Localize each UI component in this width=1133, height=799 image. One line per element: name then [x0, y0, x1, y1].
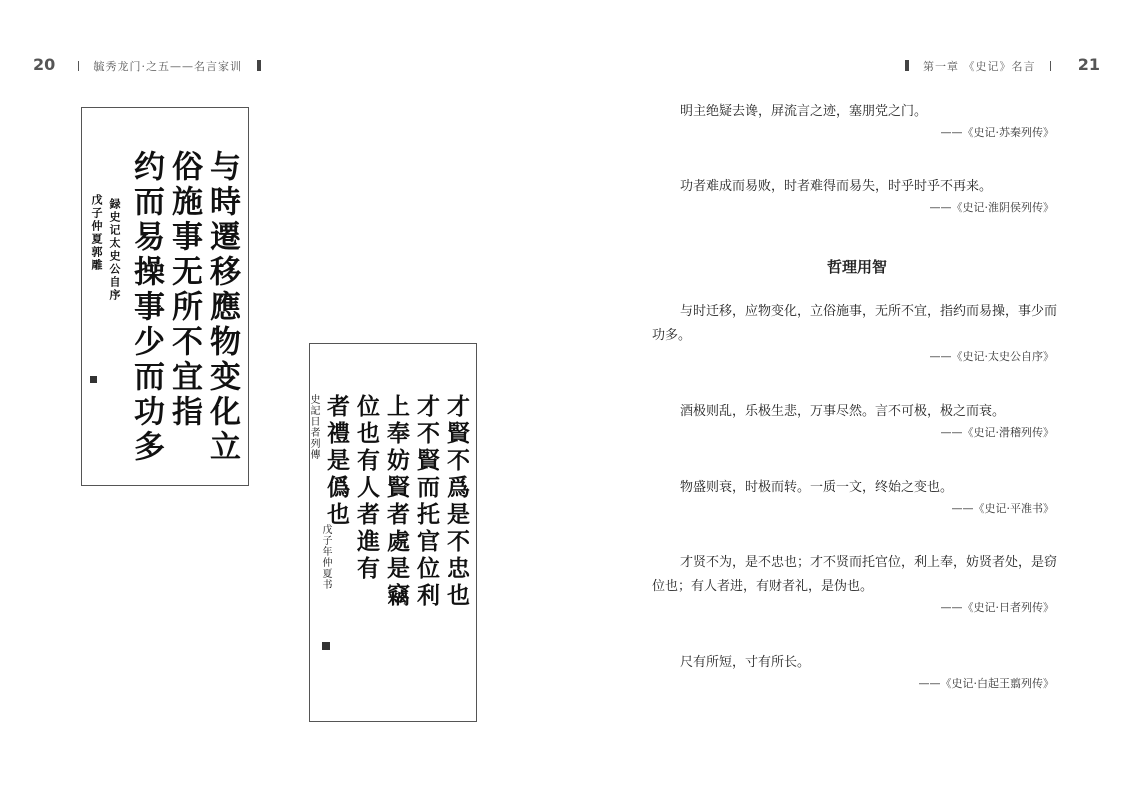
quote-source: ——《史记·平准书》 — [951, 502, 1054, 515]
quote-text: 功者难成而易败，时者难得而易失，时乎时乎不再来。 — [680, 179, 993, 194]
quote-text: 尺有所短，寸有所长。 — [680, 655, 811, 670]
quote-entry — [652, 300, 1062, 366]
calligraphy-column: 约而易操事少而功多 — [128, 150, 164, 465]
quote-source: ——《史记·滑稽列传》 — [940, 426, 1054, 439]
divider — [905, 60, 909, 71]
quote-source: ——《史记·苏秦列传》 — [940, 126, 1054, 139]
calligraphy-inscription: 戊子年仲夏书 — [320, 524, 331, 590]
quote-source: ——《史记·白起王翦列传》 — [918, 677, 1054, 690]
divider — [1050, 61, 1051, 71]
calligraphy-inscription: 戊子仲夏郭雕 — [90, 194, 103, 272]
quote-entry — [652, 175, 1062, 217]
calligraphy-column: 者禮是僞也 — [323, 394, 350, 529]
quote-entry — [652, 476, 1062, 518]
calligraphy-column: 俗施事无所不宜指 — [166, 150, 202, 430]
left-running-head — [78, 58, 261, 74]
calligraphy-frame-2 — [309, 343, 477, 722]
calligraphy-column: 才賢不爲是不忠也 — [443, 394, 470, 610]
quote-entry — [652, 100, 1062, 142]
left-page-number: 20 — [33, 55, 56, 74]
quote-text: 物盛则衰，时极而转。一质一文，终始之变也。 — [680, 480, 954, 495]
right-page-number: 21 — [1077, 55, 1100, 74]
quote-entry — [652, 651, 1062, 693]
quote-entry — [652, 551, 1062, 617]
left-running-head-text: 毓秀龙门·之五——名言家训 — [93, 60, 242, 73]
calligraphy-column: 位也有人者進有 — [353, 394, 380, 583]
quote-source: ——《史记·太史公自序》 — [929, 350, 1054, 363]
section-heading: 哲理用智 — [826, 258, 887, 276]
quote-text: 明主绝疑去谗，屏流言之迹，塞朋党之门。 — [680, 104, 928, 119]
calligraphy-column: 与時遷移應物变化立 — [204, 150, 240, 465]
calligraphy-column: 才不賢而托官位利 — [413, 394, 440, 610]
quote-source: ——《史记·淮阴侯列传》 — [929, 201, 1054, 214]
seal-stamp — [322, 642, 330, 650]
calligraphy-inscription: 史記日者列傳 — [308, 394, 319, 460]
calligraphy-inscription: 録史记太史公自序 — [108, 198, 121, 302]
quote-source: ——《史记·日者列传》 — [940, 601, 1054, 614]
seal-stamp — [90, 376, 97, 383]
quote-text: 与时迁移，应物变化，立俗施事，无所不宜，指约而易操，事少而功多。 — [652, 304, 1058, 343]
divider — [257, 60, 261, 71]
right-running-head — [905, 58, 1052, 74]
right-running-head-text: 第一章 《史记》名言 — [923, 60, 1036, 73]
quote-text: 酒极则乱，乐极生悲，万事尽然。言不可极，极之而衰。 — [680, 404, 1006, 419]
calligraphy-frame-1 — [81, 107, 249, 486]
calligraphy-column: 上奉妨賢者處是竊 — [383, 394, 410, 610]
quote-entry — [652, 400, 1062, 442]
quote-text: 才贤不为，是不忠也；才不贤而托官位，利上奉，妨贤者处，是窃位也；有人者进，有财者礼，是伪也。 — [652, 555, 1058, 594]
divider — [78, 61, 79, 71]
